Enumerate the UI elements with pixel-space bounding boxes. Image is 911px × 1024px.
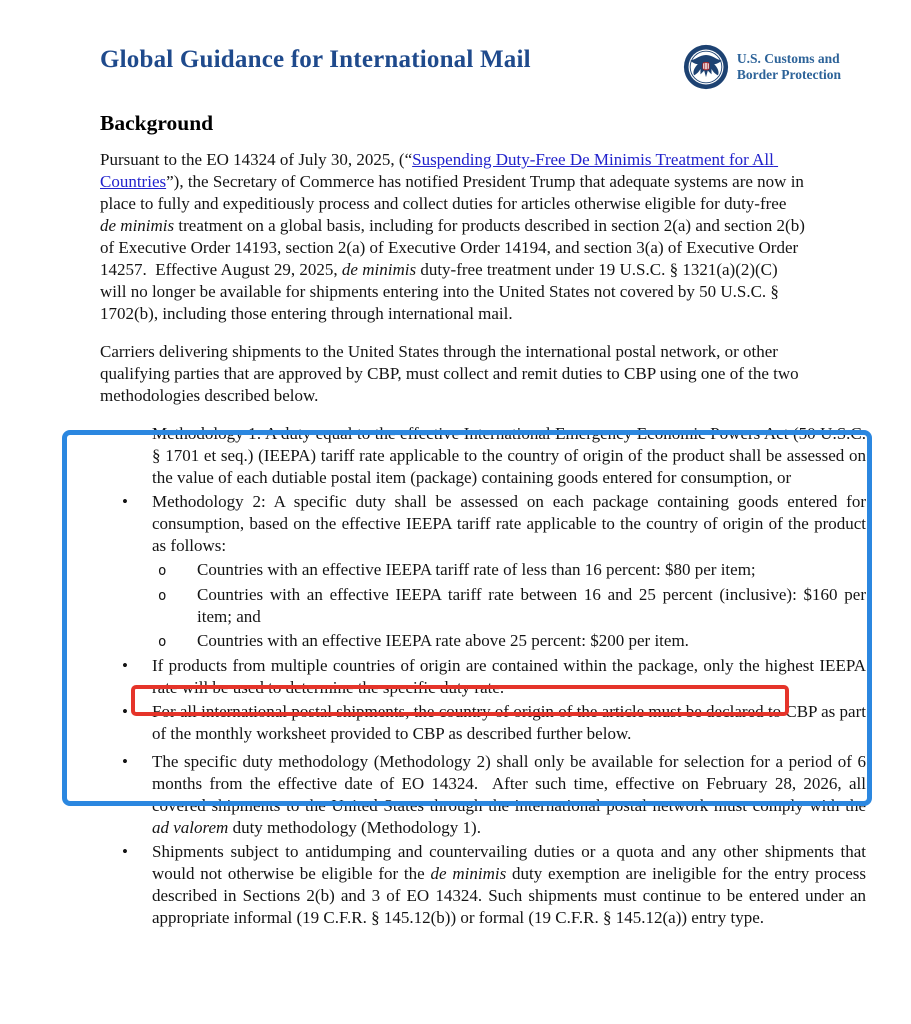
bullet-marker: • <box>122 492 128 511</box>
sub-bullet-text: Countries with an effective IEEPA rate above 25 percent: $200 per item. <box>197 631 689 650</box>
cbp-logo <box>683 44 841 95</box>
bullet-marker: • <box>122 424 128 443</box>
de-minimis-italic: de minimis <box>341 260 417 279</box>
cbp-logo-text <box>737 44 841 82</box>
cbp-logo-line2: Border Protection <box>736 66 841 82</box>
bullet-text: Methodology 2: A specific duty shall be assessed on each package containing goods entered for consumption, based on the effective IEEPA tariff rate applicable to the country of origin of the product as follows: <box>152 492 871 555</box>
bullet-specific-duty-6-months <box>0 751 911 839</box>
bullet-multiple-countries <box>0 655 911 699</box>
bullet-country-of-origin-declared <box>0 701 911 745</box>
bullet-methodology-1 <box>0 423 911 489</box>
paragraph-text: Pursuant to the EO 14324 of July 30, 2025, (“ <box>100 150 413 169</box>
sub-bullet-marker: o <box>158 588 167 604</box>
cbp-seal-icon <box>683 44 729 95</box>
paragraph-pursuant <box>100 149 810 325</box>
paragraph-text: duty-free treatment under 19 U.S.C. § 1321(a)(2)(C) will no longer be available for shipments entering into the United States not covered by 50 U.S.C. § 1702(b), including those entering through international mail. <box>100 260 784 323</box>
bullet-marker: • <box>122 752 128 771</box>
de-minimis-italic: de minimis <box>100 216 175 235</box>
bullet-text: If products from multiple countries of origin are contained within the package, only the highest IEEPA rate will be used to determine the specific duty rate. <box>152 656 871 697</box>
paragraph-text: ”), the Secretary of Commerce has notified President Trump that adequate systems are now in place to fully and expeditiously process and collect duties for articles otherwise eligible for duty-free <box>100 172 809 213</box>
bullet-text-segment: duty exemption are ineligible for the entry process described in Sections 2(b) and 3 of EO 14324. Such shipments must continue to be entered under an appropriate informal (19 C.F.R. § 145.12(b)) or formal (19 C.F.R. § 145.12(a)) entry type. <box>152 864 871 927</box>
bullet-text-segment: The specific duty methodology (Methodology 2) shall only be available for selection for a period of 6 months from the effective date of EO 14324. After such time, effective on February 28, 2026, all covered shipments to the United States through the international postal network must comply with the <box>152 752 871 815</box>
suspending-de-minimis-link[interactable]: Suspending Duty-Free De Minimis Treatment for All Countries <box>100 150 779 191</box>
methodology-bullet-list <box>0 423 911 929</box>
sub-bullet-under-16-percent <box>0 559 911 582</box>
page-header <box>0 0 911 95</box>
bullet-text-segment: duty methodology (Methodology 1). <box>228 818 481 837</box>
paragraph-text: treatment on a global basis, including for products described in section 2(a) and section 2(b) of Executive Order 14193, section 2(a) of Executive Order 14194, and section 3(a) of Executive Order 14257. Effective August 29, 2025, <box>100 216 810 279</box>
sub-bullet-marker: o <box>158 634 167 650</box>
bullet-text <box>152 751 871 839</box>
bullet-methodology-2 <box>0 491 911 557</box>
sub-bullet-16-to-25-percent <box>0 584 911 628</box>
bullet-marker: • <box>122 842 128 861</box>
ad-valorem-italic: ad valorem <box>152 818 229 837</box>
paragraph-carriers: Carriers delivering shipments to the United States through the international postal network, or other qualifying parties that are approved by CBP, must collect and remit duties to CBP using one of the two methodologies described below. <box>100 342 803 405</box>
cbp-logo-line1: U.S. Customs and <box>736 51 840 66</box>
bullet-text: Methodology 1: A duty equal to the effective International Emergency Economic Powers Act (50 U.S.C. § 1701 et seq.) (IEEPA) tariff rate applicable to the country of origin of the product shall be assessed on the value of each dutiable postal item (package) containing goods entered for consumption, or <box>152 424 871 487</box>
section-heading-background: Background <box>100 111 214 135</box>
sub-bullet-above-25-percent <box>0 630 911 653</box>
bullet-text: For all international postal shipments, the country of origin of the article must be declared to CBP as part of the monthly worksheet provided to CBP as described further below. <box>152 702 871 743</box>
sub-bullet-text: Countries with an effective IEEPA tariff rate of less than 16 percent: $80 per item; <box>197 560 756 579</box>
bullet-antidumping-countervailing <box>0 841 911 929</box>
page-title: Global Guidance for International Mail <box>100 46 531 73</box>
bullet-marker: • <box>122 702 128 721</box>
sub-bullet-marker: o <box>158 563 167 579</box>
bullet-text <box>152 841 871 929</box>
bullet-text-segment: Shipments subject to antidumping and countervailing duties or a quota and any other shipments that would not otherwise be eligible for the <box>152 842 871 883</box>
bullet-marker: • <box>122 656 128 675</box>
de-minimis-italic: de minimis <box>430 864 507 883</box>
sub-bullet-text: Countries with an effective IEEPA tariff rate between 16 and 25 percent (inclusive): $160 per item; and <box>197 585 871 626</box>
